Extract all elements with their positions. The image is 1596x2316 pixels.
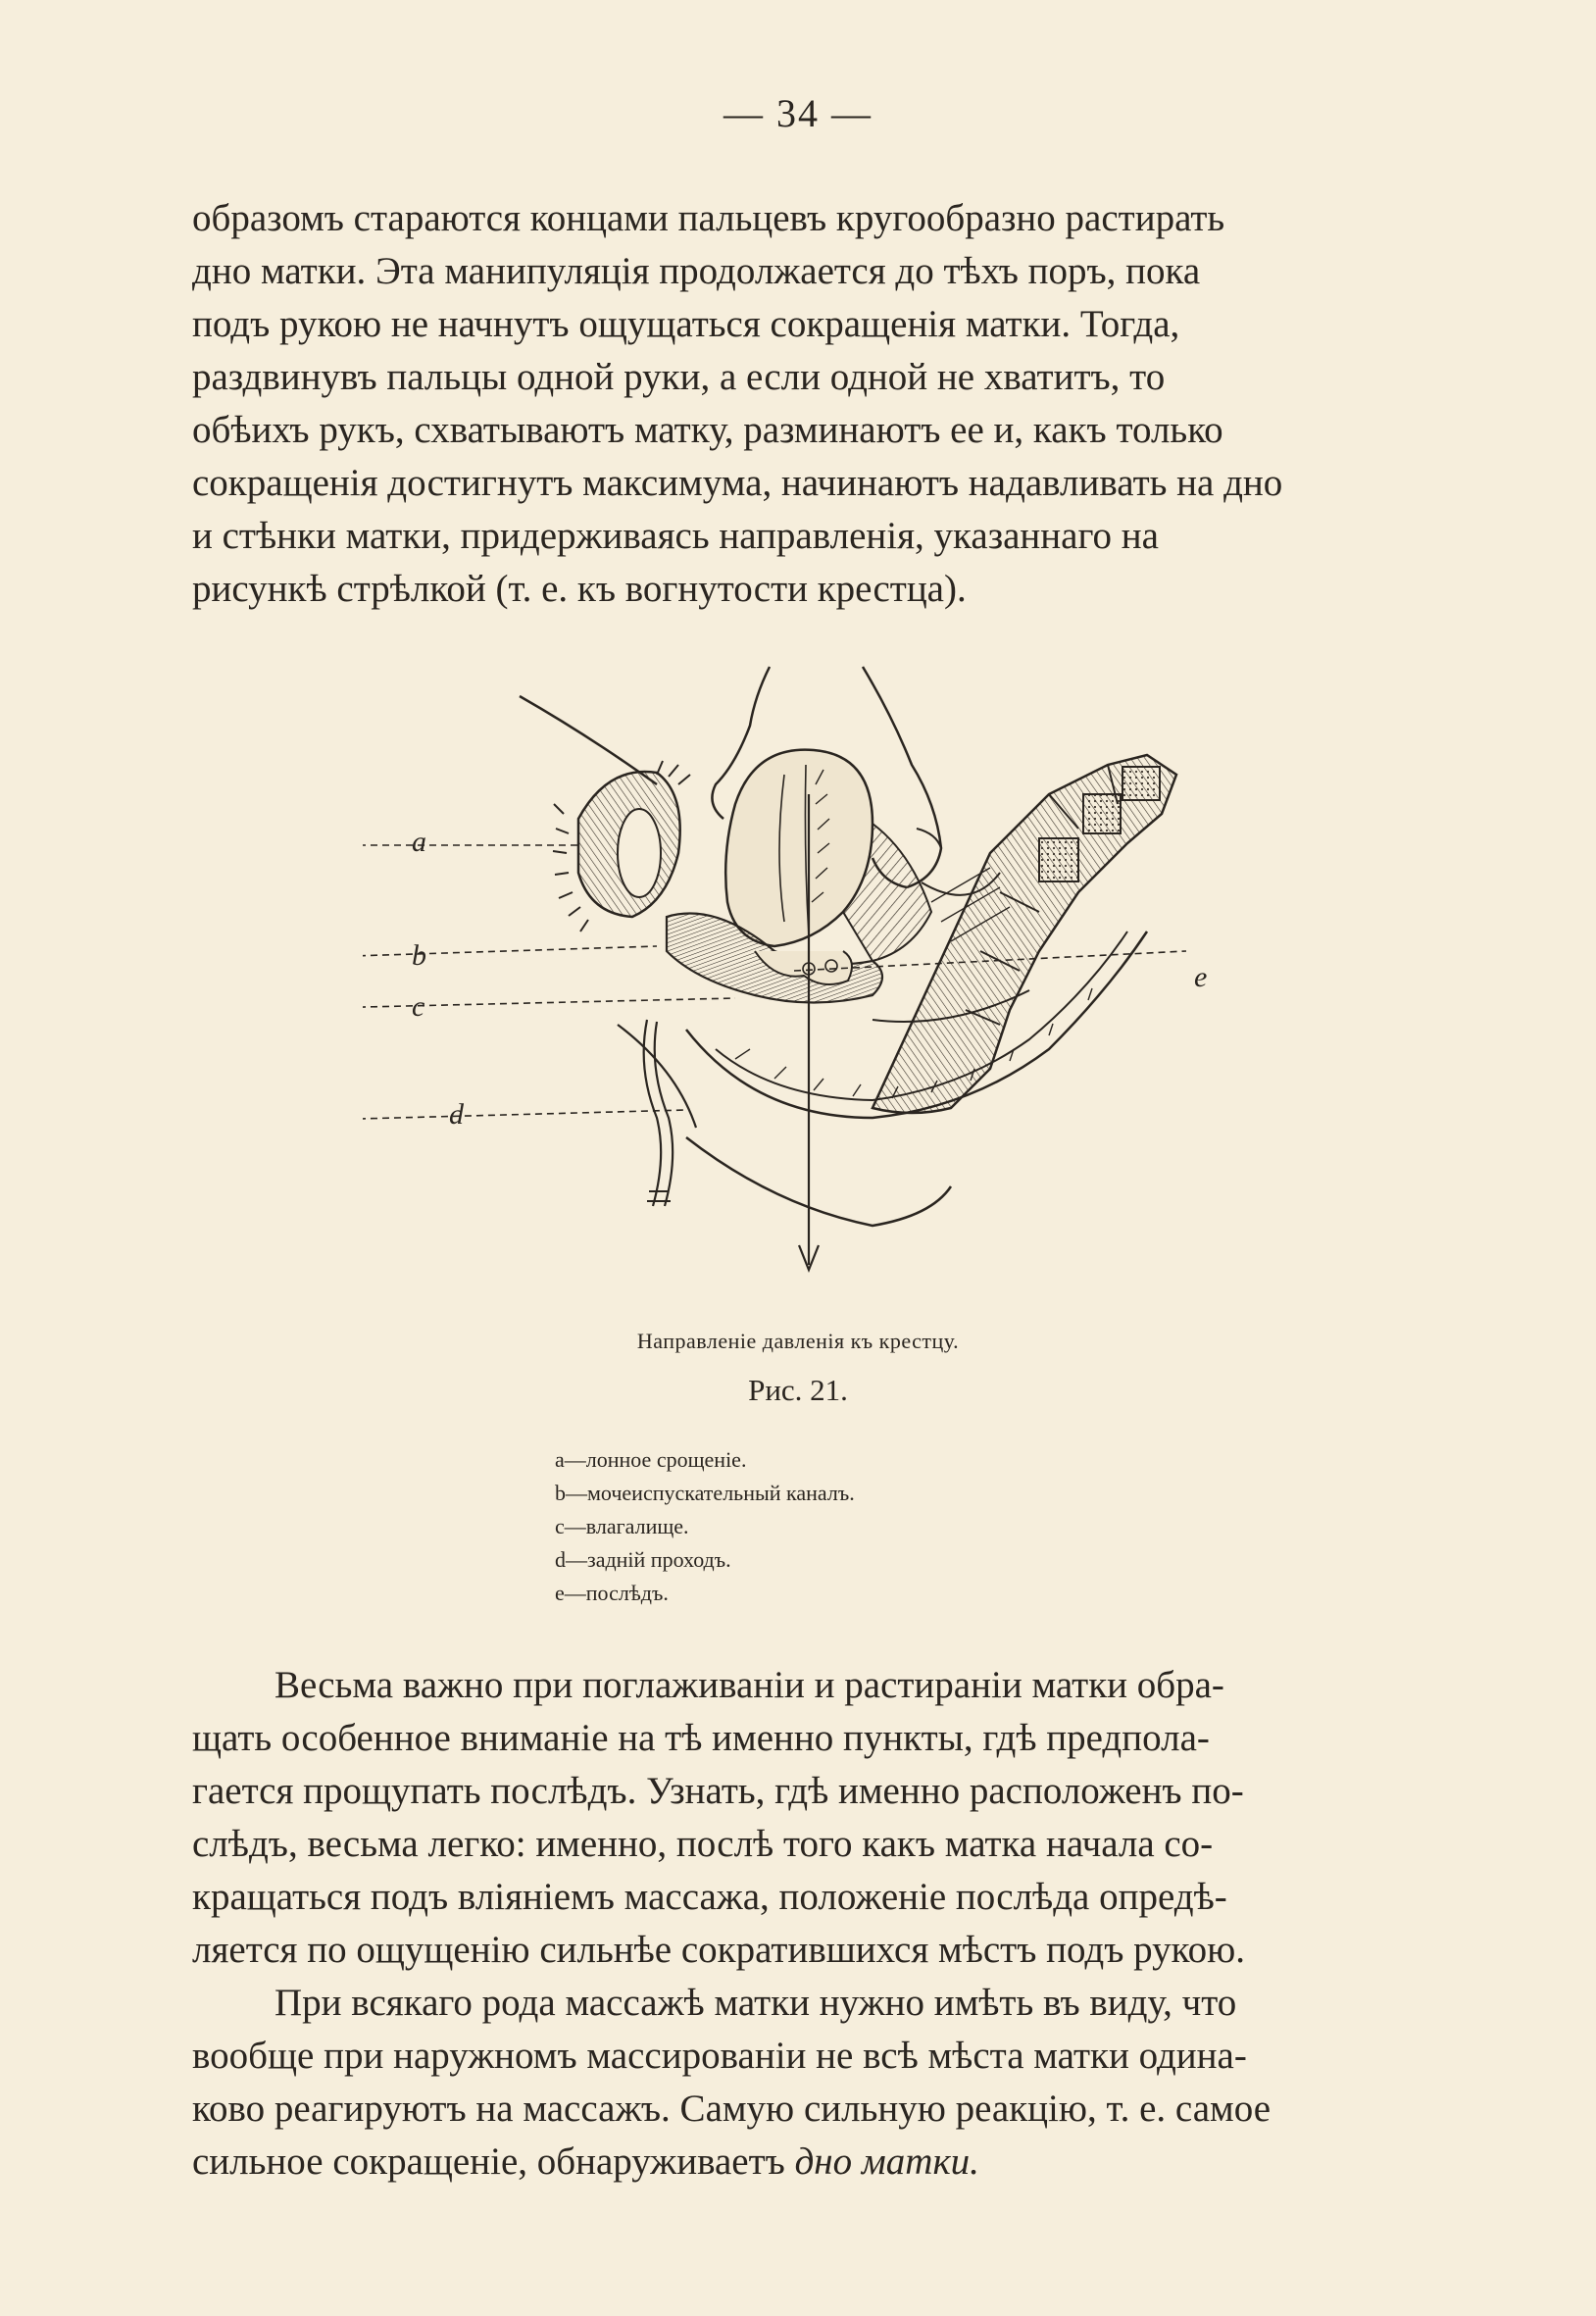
figure-label-c: c (412, 990, 425, 1023)
figure-legend (555, 1443, 855, 1610)
text-line: образомъ стараются концами пальцевъ кругообразно растирать (192, 197, 1225, 239)
text-line: гается прощупать послѣдъ. Узнать, гдѣ именно расположенъ по- (192, 1770, 1244, 1812)
page-number: — 34 — (723, 91, 873, 135)
text-line: раздвинувъ пальцы одной руки, а если одной не хватитъ, то (192, 356, 1166, 398)
figure-label-e: e (1194, 961, 1208, 993)
legend-item: b—мочеиспускательный каналъ. (555, 1481, 855, 1505)
text-line: сокращенія достигнутъ максимума, начинаютъ надавливать на дно (192, 462, 1283, 504)
paragraph-2 (192, 1659, 1447, 2189)
anatomical-illustration (363, 657, 1225, 1304)
text-line: обѣихъ рукъ, схватываютъ матку, разминаютъ ее и, какъ только (192, 409, 1223, 451)
text-line: рисункѣ стрѣлкой (т. е. къ вогнутости крестца). (192, 568, 967, 610)
text-line: ляется по ощущенію сильнѣе сократившихся мѣстъ подъ рукою. (192, 1929, 1245, 1971)
figure-number: Рис. 21. (748, 1373, 848, 1407)
text-line: слѣдъ, весьма легко: именно, послѣ того какъ матка начала со- (192, 1823, 1214, 1865)
uterus (725, 750, 931, 961)
figure-label-b: b (412, 939, 426, 972)
text-line: ково реагируютъ на массажъ. Самую сильную реакцію, т. е. самое (192, 2088, 1271, 2130)
text-line: вообще при наружномъ массированіи не всѣ мѣста матки одина- (192, 2035, 1247, 2077)
legend-item: a—лонное срощеніе. (555, 1447, 747, 1472)
pubic-symphysis (553, 761, 690, 931)
uterus-massage-diagram (363, 657, 1225, 1304)
sacrum (873, 755, 1176, 1113)
text-line: дно матки. Эта манипуляція продолжается до тѣхъ поръ, пока (192, 250, 1201, 292)
figure-label-d: d (449, 1098, 464, 1131)
text-line: подъ рукою не начнутъ ощущаться сокращенія матки. Тогда, (192, 303, 1180, 345)
paragraph-1 (192, 192, 1447, 616)
legend-item: d—задній проходъ. (555, 1547, 731, 1572)
text-span: сильное сокращеніе, обнаруживаетъ (192, 2140, 785, 2183)
text-line: щать особенное вниманіе на тѣ именно пункты, гдѣ предпола- (192, 1717, 1210, 1759)
figure-label-a: a (412, 826, 426, 858)
legend-item: c—влагалище. (555, 1514, 689, 1538)
italic-emphasis: дно матки. (794, 2140, 979, 2183)
text-line-last (192, 2136, 1447, 2189)
text-line: и стѣнки матки, придерживаясь направленія, указаннаго на (192, 515, 1159, 557)
text-line: кращаться подъ вліяніемъ массажа, положеніе послѣда опредѣ- (192, 1876, 1227, 1918)
text-line: Весьма важно при поглаживаніи и растираніи матки обра- (274, 1664, 1224, 1706)
text-line: При всякаго рода массажѣ матки нужно имѣть въ виду, что (274, 1982, 1237, 2024)
figure-caption: Направленіе давленія къ крестцу. (636, 1329, 960, 1353)
legend-item: e—послѣдъ. (555, 1581, 669, 1605)
